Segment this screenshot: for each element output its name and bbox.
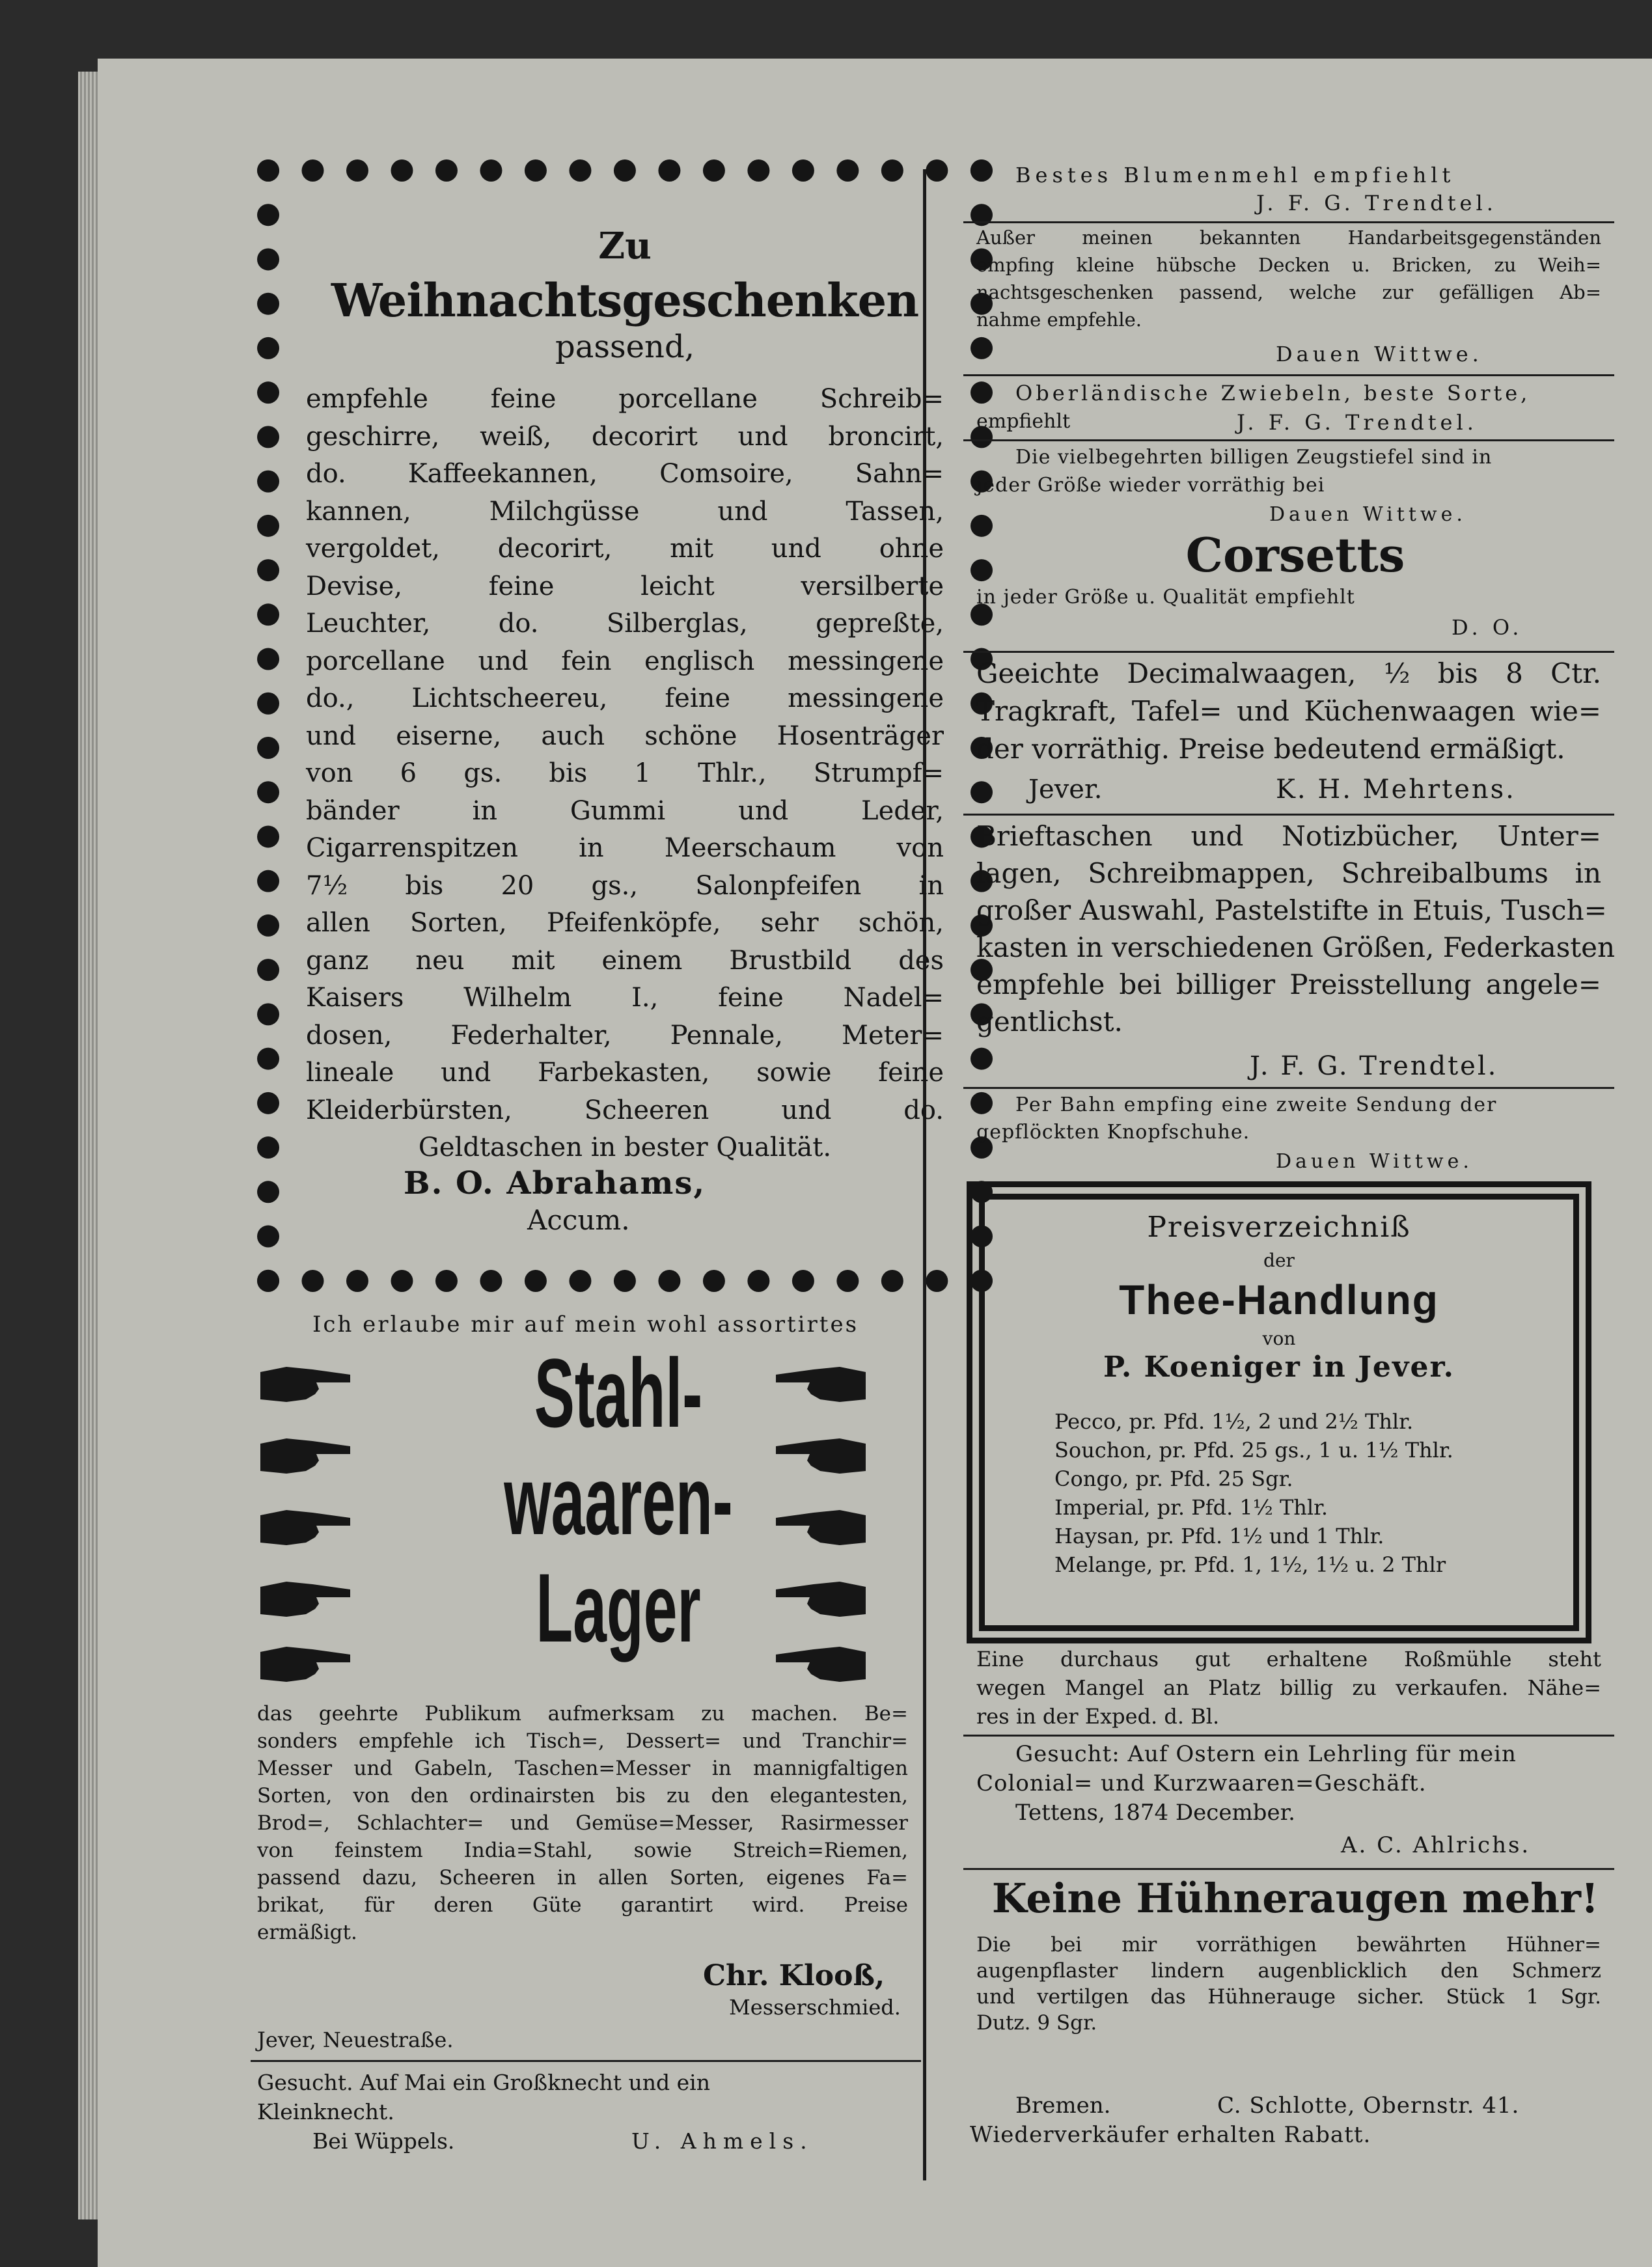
text-line: Pecco, pr. Pfd. 1½, 2 und 2½ Thlr. (1054, 1409, 1414, 1434)
place: Accum. (527, 1204, 630, 1236)
text-line: empfing kleine hübsche Decken u. Bricken, zu Weih= (976, 254, 1601, 276)
text-line: Messer und Gabeln, Taschen=Messer in mannigfaltigen (257, 1757, 908, 1780)
rule (963, 1735, 1614, 1737)
text-line: Devise, feine leicht versilberte (306, 571, 944, 601)
text-line: Souchon, pr. Pfd. 25 gs., 1 u. 1½ Thlr. (1054, 1438, 1453, 1463)
rule (963, 651, 1614, 653)
text-line: porcellane und fein englisch messingene (306, 646, 944, 676)
signature: D. O. (1452, 615, 1523, 640)
heading: Thee-Handlung (1119, 1276, 1439, 1323)
text-line: Dutz. 9 Sgr. (976, 2011, 1097, 2035)
text-line: Brod=, Schlachter= und Gemüse=Messer, Rasirmesser (257, 1811, 908, 1835)
heading-sub: passend, (555, 329, 695, 365)
pointing-hand-icon (775, 1360, 866, 1407)
line-1: Oberländische Zwiebeln, beste Sorte, (1015, 381, 1531, 405)
text-line: nahme empfehle. (976, 309, 1142, 331)
line-2: Kleinknecht. (257, 2099, 394, 2124)
text-line: ermäßigt. (257, 1921, 357, 1944)
footer: Wiederverkäufer erhalten Rabatt. (970, 2122, 1371, 2148)
text-line: Sorten, von den ordinairsten bis zu den elegantesten, (257, 1784, 908, 1807)
text-line: empfehle feine porcellane Schreib= (306, 384, 944, 414)
der-label: der (1263, 1250, 1295, 1271)
text-line: von 6 gs. bis 1 Thlr., Strumpf= (306, 758, 944, 788)
pointing-hand-icon (260, 1504, 351, 1550)
line-2: empfiehlt (976, 410, 1071, 433)
signature: J. F. G. Trendtel. (1237, 410, 1478, 435)
text-line: und vertilgen das Hühnerauge sicher. Stück 1 Sgr. (976, 1985, 1601, 2009)
text-line: Außer meinen bekannten Handarbeitsgegenständen (976, 227, 1601, 249)
text-line: lineale und Farbekasten, sowie feine (306, 1058, 944, 1088)
text-line: Cigarrenspitzen in Meerschaum von (306, 833, 944, 863)
text-line: passend dazu, Scheeren in allen Sorten, eigenes Fa= (257, 1866, 908, 1889)
text-line: kannen, Milchgüsse und Tassen, (306, 496, 944, 527)
heading-small: Zu (598, 225, 652, 268)
text-line: Geldtaschen in bester Qualität. (418, 1133, 832, 1162)
von-label: von (1262, 1328, 1296, 1349)
text-line: lagen, Schreibmappen, Schreibalbums in (976, 857, 1601, 889)
place: Bremen. (1015, 2093, 1111, 2119)
pointing-hand-icon (775, 1575, 866, 1622)
line-1: in jeder Größe u. Qualität empfiehlt (976, 586, 1355, 609)
pointing-hand-icon (260, 1575, 351, 1622)
text-line: Geeichte Decimalwaagen, ½ bis 8 Ctr. (976, 657, 1601, 689)
big-line-3: Lager (536, 1553, 701, 1662)
line-1: Bestes Blumenmehl empfiehlt (1015, 163, 1455, 187)
text-line: Congo, pr. Pfd. 25 Sgr. (1054, 1466, 1293, 1491)
line-2: jeder Größe wieder vorräthig bei (976, 474, 1325, 497)
place: Bei Wüppels. (312, 2128, 455, 2154)
signature: U. Ahmels. (631, 2128, 814, 2154)
signature: A. C. Ahlrichs. (1341, 1832, 1531, 1858)
text-line: empfehle bei billiger Preisstellung angele= (976, 969, 1601, 1000)
rule (963, 374, 1614, 376)
heading: Keine Hühneraugen mehr! (991, 1875, 1599, 1922)
pointing-hand-icon (260, 1640, 351, 1687)
place-date: Tettens, 1874 December. (1015, 1800, 1295, 1826)
text-line: gentlichst. (976, 1006, 1123, 1037)
text-line: das geehrte Publikum aufmerksam zu machen. Be= (257, 1702, 908, 1725)
rule (963, 1087, 1614, 1089)
text-line: der vorräthig. Preise bedeutend ermäßigt. (976, 733, 1565, 765)
text-line: Eine durchaus gut erhaltene Roßmühle steht (976, 1647, 1601, 1671)
heading: Corsetts (1185, 527, 1405, 583)
heading-large: Weihnachtsgeschenken (331, 273, 919, 327)
signature: Dauen Wittwe. (1276, 1150, 1473, 1173)
pointing-hand-icon (775, 1432, 866, 1479)
signature: Dauen Wittwe. (1276, 342, 1483, 366)
text-line: Melange, pr. Pfd. 1, 1½, 1½ u. 2 Thlr (1054, 1552, 1446, 1577)
intro-line: Ich erlaube mir auf mein wohl assortirtes (312, 1312, 859, 1338)
line-1: Gesucht: Auf Ostern ein Lehrling für mein (1015, 1741, 1517, 1767)
pointing-hand-icon (260, 1432, 351, 1479)
pointing-hand-icon (260, 1360, 351, 1407)
signature: C. Schlotte, Obernstr. 41. (1217, 2093, 1520, 2119)
text-line: allen Sorten, Pfeifenköpfe, sehr schön, (306, 908, 944, 938)
rule (251, 2060, 921, 2062)
rule (963, 814, 1614, 816)
text-line: do. Kaffeekannen, Comsoire, Sahn= (306, 459, 944, 489)
line-1: Per Bahn empfing eine zweite Sendung der (1015, 1093, 1498, 1116)
text-line: brikat, für deren Güte garantirt wird. Preise (257, 1893, 908, 1917)
signature: J. F. G. Trendtel. (1256, 191, 1497, 215)
text-line: Kaisers Wilhelm I., feine Nadel= (306, 983, 944, 1013)
text-line: Kleiderbürsten, Scheeren und do. (306, 1095, 944, 1125)
pointing-hand-icon (775, 1504, 866, 1550)
text-line: dosen, Federhalter, Pennale, Meter= (306, 1020, 944, 1051)
text-line: 7½ bis 20 gs., Salonpfeifen in (306, 870, 944, 901)
text-line: von feinstem India=Stahl, sowie Streich=Riemen, (257, 1839, 908, 1862)
rule (963, 221, 1614, 223)
text-line: Die bei mir vorräthigen bewährten Hühner= (976, 1933, 1601, 1957)
big-line-1: Stahl- (534, 1338, 703, 1448)
newspaper-page (98, 59, 1652, 2267)
rule (963, 1868, 1614, 1870)
place: Jever, Neuestraße. (257, 2027, 454, 2052)
text-line: kasten in verschiedenen Größen, Federkasten (976, 931, 1616, 963)
line-2: gepflöckten Knopfschuhe. (976, 1121, 1250, 1144)
signature: K. H. Mehrtens. (1276, 775, 1516, 804)
text-line: ganz neu mit einem Brustbild des (306, 945, 944, 976)
text-line: Brieftaschen und Notizbücher, Unter= (976, 820, 1601, 852)
signature: Dauen Wittwe. (1269, 503, 1466, 526)
text-line: geschirre, weiß, decorirt und broncirt, (306, 421, 944, 452)
text-line: res in der Exped. d. Bl. (976, 1704, 1220, 1729)
line-1: Gesucht. Auf Mai ein Großknecht und ein (257, 2070, 710, 2095)
text-line: und eiserne, auch schöne Hosenträger (306, 721, 944, 751)
text-line: augenpflaster lindern augenblicklich den Schmerz (976, 1959, 1601, 1983)
line-2: Colonial= und Kurzwaaren=Geschäft. (976, 1770, 1427, 1796)
text-line: großer Auswahl, Pastelstifte in Etuis, Tusch= (976, 894, 1607, 926)
signature: J. F. G. Trendtel. (1250, 1051, 1498, 1081)
title: Preisverzeichniß (1147, 1211, 1411, 1244)
text-line: Imperial, pr. Pfd. 1½ Thlr. (1054, 1495, 1328, 1520)
text-line: Tragkraft, Tafel= und Küchenwaagen wie= (976, 695, 1601, 727)
rule (963, 439, 1614, 441)
text-line: Haysan, pr. Pfd. 1½ und 1 Thlr. (1054, 1524, 1384, 1548)
line-1: Die vielbegehrten billigen Zeugstiefel sind in (1015, 446, 1493, 469)
text-line: sonders empfehle ich Tisch=, Dessert= und Tranchir= (257, 1729, 908, 1753)
text-line: vergoldet, decorirt, mit und ohne (306, 534, 944, 564)
place: Jever. (1028, 775, 1103, 804)
text-line: wegen Mangel an Platz billig zu verkaufen. Nähe= (976, 1675, 1601, 1700)
owner: P. Koeniger in Jever. (1103, 1351, 1455, 1384)
profession: Messerschmied. (729, 1995, 901, 2020)
big-line-2: waaren- (504, 1446, 733, 1555)
signature: B. O. Abrahams, (404, 1165, 706, 1202)
text-line: nachtsgeschenken passend, welche zur gefälligen Ab= (976, 281, 1601, 303)
text-line: do., Lichtscheereu, feine messingene (306, 683, 944, 713)
text-line: Leuchter, do. Silberglas, gepreßte, (306, 609, 944, 639)
signature: Chr. Klooß, (703, 1959, 885, 1992)
text-line: bänder in Gummi und Leder, (306, 795, 944, 826)
pointing-hand-icon (775, 1640, 866, 1687)
